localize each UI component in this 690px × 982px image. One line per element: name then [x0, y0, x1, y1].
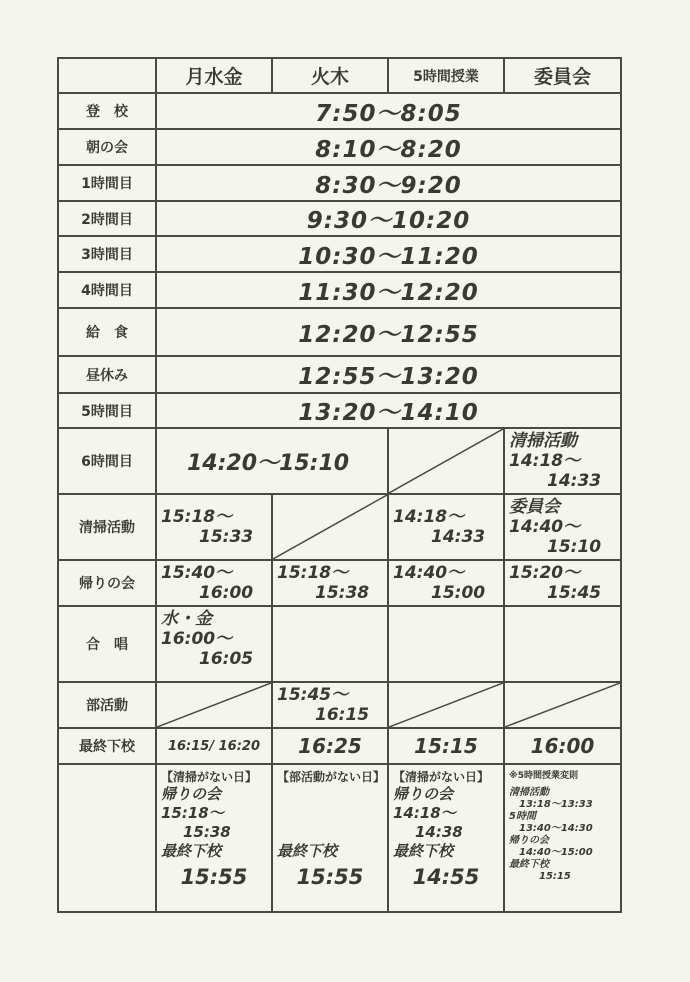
- note-line: 帰りの会: [161, 785, 222, 803]
- note-line: 15:18〜: [161, 804, 224, 822]
- note-line: 14:18〜: [393, 804, 456, 822]
- header-col1: 月水金: [156, 58, 272, 93]
- note-c2: [272, 764, 388, 912]
- note-line: 最終下校: [393, 842, 454, 860]
- diagonal-line: [389, 429, 503, 493]
- row-lunch: [58, 308, 621, 356]
- row-period-5: [58, 393, 621, 428]
- row-period-4: [58, 272, 621, 308]
- cell-end: 15:38: [315, 583, 370, 603]
- note-line: 14:38: [415, 823, 463, 841]
- row-period-1: [58, 165, 621, 201]
- row-label: 給 食: [58, 308, 156, 356]
- cell-end: 14:33: [431, 527, 486, 547]
- note-tag: 【清掃がない日】: [161, 770, 258, 784]
- row-final-dismissal: [58, 728, 621, 764]
- row-time: 12:55〜13:20: [156, 356, 621, 393]
- empty-diagonal-cell: [504, 682, 621, 728]
- cell-start: 14:40〜: [509, 517, 581, 537]
- cell-start: 15:40〜: [161, 563, 233, 583]
- cell-end: 15:10: [547, 537, 602, 557]
- homeroom-c2: [272, 560, 388, 606]
- cell-title: 水・金: [161, 609, 212, 629]
- row-label: 1時間目: [58, 165, 156, 201]
- note-line: 最終下校: [161, 842, 222, 860]
- empty-diagonal-cell: [156, 682, 272, 728]
- row-label: 昼休み: [58, 356, 156, 393]
- cell-start: 15:20〜: [509, 563, 581, 583]
- row-cleaning: [58, 494, 621, 560]
- row-label: 最終下校: [58, 728, 156, 764]
- row-time: 11:30〜12:20: [156, 272, 621, 308]
- cell-start: 14:40〜: [393, 563, 465, 583]
- note-tag: ※5時間授業変則: [509, 771, 579, 781]
- row-homeroom: [58, 560, 621, 606]
- row-time: 7:50〜8:05: [156, 93, 621, 129]
- diagonal-line: [157, 683, 271, 727]
- row-time: 12:20〜12:55: [156, 308, 621, 356]
- row-lunch-break: [58, 356, 621, 393]
- row-period-2: [58, 201, 621, 236]
- row-label: 登 校: [58, 93, 156, 129]
- header-col2: 火木: [272, 58, 388, 93]
- row-chorus: [58, 606, 621, 682]
- note-final-time: 14:55: [412, 865, 480, 889]
- schedule-table: [57, 57, 622, 913]
- note-line: 13:40〜14:30: [519, 823, 593, 834]
- header-col3: 5時間授業: [388, 58, 504, 93]
- note-tag: 【部活動がない日】: [277, 770, 386, 784]
- row-period-6: [58, 428, 621, 494]
- row-label: 4時間目: [58, 272, 156, 308]
- final-c2: 16:25: [272, 728, 388, 764]
- row-label: 2時間目: [58, 201, 156, 236]
- committee-cleaning-cell: [504, 428, 621, 494]
- empty-cell: [504, 606, 621, 682]
- homeroom-c4: [504, 560, 621, 606]
- note-c1: [156, 764, 272, 912]
- row-time: 8:30〜9:20: [156, 165, 621, 201]
- cell-start: 16:00〜: [161, 629, 233, 649]
- cell-end: 16:05: [199, 649, 254, 669]
- note-final-time: 15:55: [296, 865, 364, 889]
- row-label: 3時間目: [58, 236, 156, 272]
- homeroom-c1: [156, 560, 272, 606]
- cell-title: 委員会: [509, 497, 560, 517]
- cell-end: 15:00: [431, 583, 486, 603]
- cell-end: 16:00: [199, 583, 254, 603]
- row-label: 合 唱: [58, 606, 156, 682]
- row-arrival: [58, 93, 621, 129]
- cell-start: 14:18〜: [509, 451, 581, 471]
- cleaning-c1: [156, 494, 272, 560]
- cell-start: 15:18〜: [277, 563, 349, 583]
- row-label: 5時間目: [58, 393, 156, 428]
- empty-cell: [58, 764, 156, 912]
- row-time: 8:10〜8:20: [156, 129, 621, 165]
- cleaning-c4: [504, 494, 621, 560]
- row-time: 9:30〜10:20: [156, 201, 621, 236]
- row-label: 部活動: [58, 682, 156, 728]
- note-line: 14:40〜15:00: [519, 847, 593, 858]
- empty-cell: [272, 606, 388, 682]
- final-c4: 16:00: [504, 728, 621, 764]
- header-col4: 委員会: [504, 58, 621, 93]
- cell-start: 15:18〜: [161, 507, 233, 527]
- cell-title: 清掃活動: [509, 431, 577, 451]
- note-line: 清掃活動: [509, 787, 549, 798]
- note-line: 帰りの会: [393, 785, 454, 803]
- cell-end: 16:15: [315, 705, 370, 725]
- cell-start: 14:18〜: [393, 507, 465, 527]
- empty-diagonal-cell: [272, 494, 388, 560]
- row-club: [58, 682, 621, 728]
- note-c3: [388, 764, 504, 912]
- note-line: 最終下校: [277, 842, 338, 860]
- row-period-3: [58, 236, 621, 272]
- final-c1: 16:15/ 16:20: [156, 728, 272, 764]
- empty-diagonal-cell: [388, 428, 504, 494]
- note-line: 15:15: [539, 871, 571, 882]
- row-notes: [58, 764, 621, 912]
- note-final-time: 15:55: [180, 865, 248, 889]
- note-tag: 【清掃がない日】: [393, 770, 490, 784]
- note-line: 最終下校: [509, 859, 549, 870]
- period-6-time: 14:20〜15:10: [156, 428, 388, 494]
- cell-start: 15:45〜: [277, 685, 349, 705]
- diagonal-line: [273, 495, 387, 559]
- note-line: 15:38: [183, 823, 231, 841]
- cleaning-c3: [388, 494, 504, 560]
- cell-end: 15:45: [547, 583, 602, 603]
- row-label: 帰りの会: [58, 560, 156, 606]
- row-label: 朝の会: [58, 129, 156, 165]
- cell-end: 14:33: [547, 471, 602, 491]
- row-time: 13:20〜14:10: [156, 393, 621, 428]
- homeroom-c3: [388, 560, 504, 606]
- empty-diagonal-cell: [388, 682, 504, 728]
- diagonal-line: [505, 683, 620, 727]
- header-corner: [58, 58, 156, 93]
- header-row: [58, 58, 621, 93]
- row-label: 清掃活動: [58, 494, 156, 560]
- row-time: 10:30〜11:20: [156, 236, 621, 272]
- row-label: 6時間目: [58, 428, 156, 494]
- note-line: 5時間: [509, 811, 536, 822]
- club-c2: [272, 682, 388, 728]
- chorus-c1: [156, 606, 272, 682]
- cell-end: 15:33: [199, 527, 254, 547]
- empty-cell: [388, 606, 504, 682]
- note-c4: [504, 764, 621, 912]
- note-line: 13:18〜13:33: [519, 799, 593, 810]
- note-line: 帰りの会: [509, 835, 549, 846]
- final-c3: 15:15: [388, 728, 504, 764]
- row-morning-meeting: [58, 129, 621, 165]
- diagonal-line: [389, 683, 503, 727]
